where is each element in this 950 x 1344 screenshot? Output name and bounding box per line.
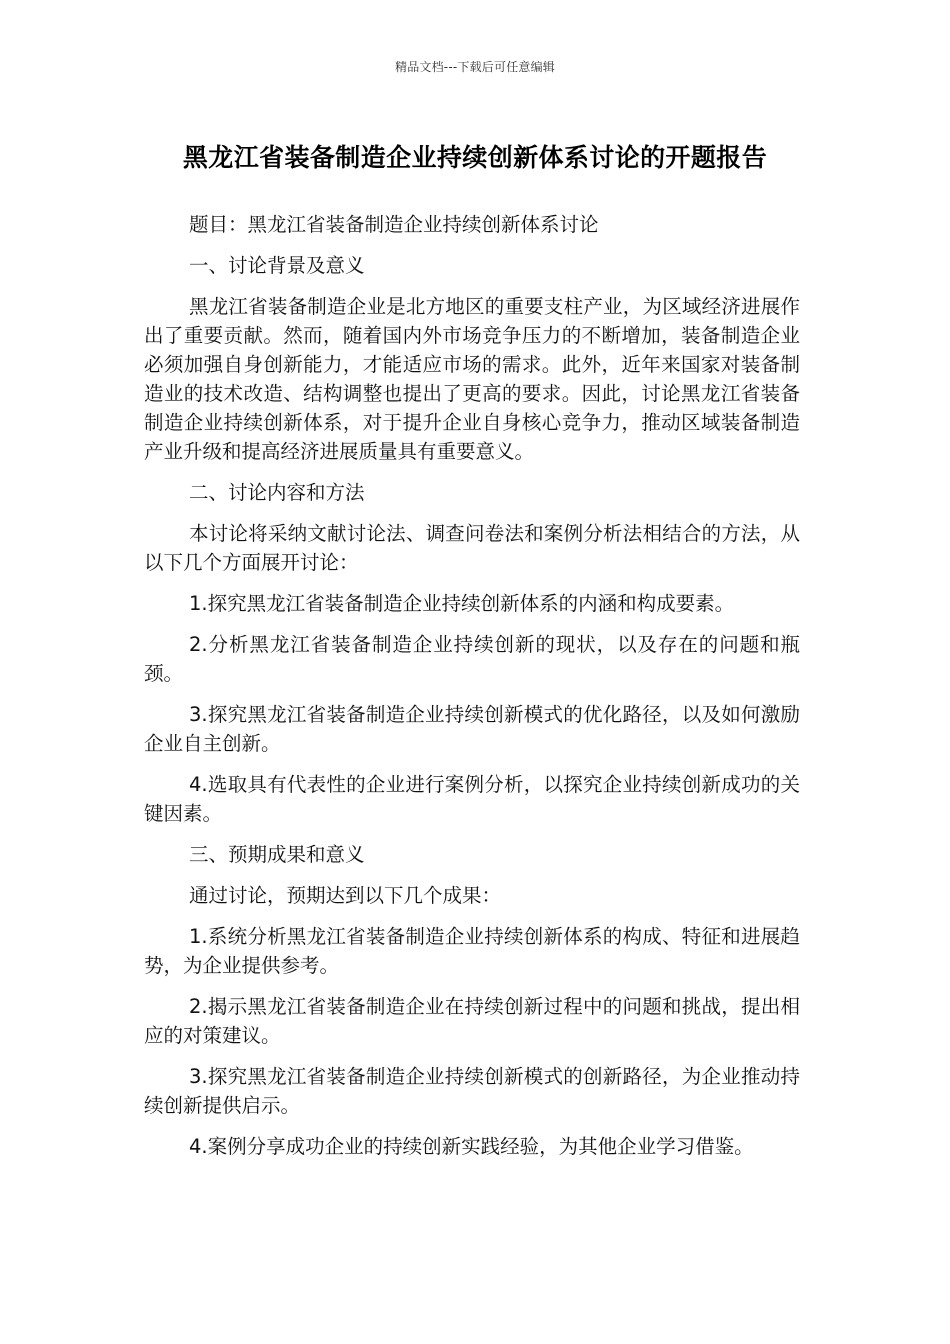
content-item-3: 3.探究黑龙江省装备制造企业持续创新模式的优化路径，以及如何激励企业自主创新。 <box>144 703 800 755</box>
content-item-4: 4.选取具有代表性的企业进行案例分析，以探究企业持续创新成功的关键因素。 <box>144 773 800 825</box>
method-intro-paragraph: 本讨论将采纳文献讨论法、调查问卷法和案例分析法相结合的方法，从以下几个方面展开讨论： <box>144 522 800 574</box>
content-item-2: 2.分析黑龙江省装备制造企业持续创新的现状，以及存在的问题和瓶颈。 <box>144 633 800 685</box>
header-note: 精品文档---下载后可任意编辑 <box>395 60 555 74</box>
topic-line: 题目：黑龙江省装备制造企业持续创新体系讨论 <box>189 213 599 236</box>
content-item-1: 1.探究黑龙江省装备制造企业持续创新体系的内涵和构成要素。 <box>189 592 735 615</box>
outcomes-intro-paragraph: 通过讨论，预期达到以下几个成果： <box>189 884 502 907</box>
outcome-item-4: 4.案例分享成功企业的持续创新实践经验，为其他企业学习借鉴。 <box>189 1135 754 1158</box>
document-body <box>144 210 800 1173</box>
outcome-item-2: 2.揭示黑龙江省装备制造企业在持续创新过程中的问题和挑战，提出相应的对策建议。 <box>144 995 800 1047</box>
document-title: 黑龙江省装备制造企业持续创新体系讨论的开题报告 <box>182 143 768 172</box>
section-heading-background: 一、讨论背景及意义 <box>189 254 365 277</box>
background-paragraph: 黑龙江省装备制造企业是北方地区的重要支柱产业，为区域经济进展作出了重要贡献。然而，随着国内外市场竞争压力的不断增加，装备制造企业必须加强自身创新能力，才能适应市场的需求。此外，近年来国家对装备制造业的技术改造、结构调整也提出了更高的要求。因此，讨论黑龙江省装备制造企业持续创新体系，对于提升企业自身核心竞争力，推动区域装备制造产业升级和提高经济进展质量具有重要意义。 <box>144 295 800 463</box>
outcome-item-1: 1.系统分析黑龙江省装备制造企业持续创新体系的构成、特征和进展趋势，为企业提供参考。 <box>144 925 800 977</box>
section-heading-content-method: 二、讨论内容和方法 <box>189 481 365 504</box>
section-heading-outcomes: 三、预期成果和意义 <box>189 843 365 866</box>
outcome-item-3: 3.探究黑龙江省装备制造企业持续创新模式的创新路径，为企业推动持续创新提供启示。 <box>144 1065 800 1117</box>
